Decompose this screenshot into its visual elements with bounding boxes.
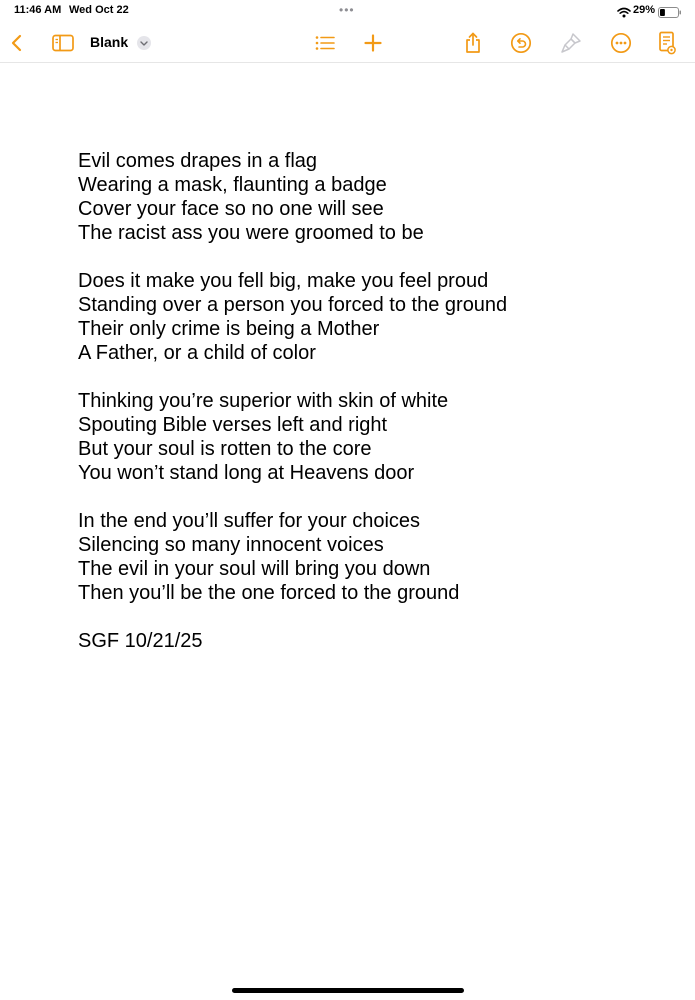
undo-icon — [510, 32, 532, 54]
multitasking-dots-icon[interactable]: ••• — [339, 3, 355, 17]
poem-line: The racist ass you were groomed to be — [78, 222, 424, 244]
chevron-down-icon[interactable] — [136, 35, 152, 51]
toolbar — [0, 24, 695, 63]
sidebar-button[interactable] — [48, 28, 78, 58]
poem-line: Cover your face so no one will see — [78, 198, 384, 220]
more-button[interactable] — [606, 28, 636, 58]
poem-line: A Father, or a child of color — [78, 342, 316, 364]
undo-button[interactable] — [506, 28, 536, 58]
poem-line: Standing over a person you forced to the ground — [78, 294, 508, 316]
share-button[interactable] — [458, 28, 488, 58]
poem-line: The evil in your soul will bring you down — [78, 558, 431, 580]
poem-line: Their only crime is being a Mother — [78, 318, 380, 340]
document-title[interactable]: Blank — [90, 34, 129, 50]
poem-line: Thinking you’re superior with skin of white — [78, 390, 449, 412]
battery-icon — [658, 5, 682, 16]
poem-line: Then you’ll be the one forced to the ground — [78, 582, 460, 604]
wifi-icon — [617, 5, 631, 16]
status-bar — [0, 0, 695, 22]
document-page[interactable] — [78, 149, 638, 653]
more-icon — [610, 32, 632, 54]
poem-line: Evil comes drapes in a flag — [78, 150, 318, 172]
format-button[interactable] — [556, 28, 586, 58]
sidebar-icon — [52, 34, 74, 52]
home-indicator[interactable] — [232, 988, 464, 993]
list-button[interactable] — [310, 28, 340, 58]
add-button[interactable] — [358, 28, 388, 58]
stanza — [78, 149, 638, 245]
back-button[interactable] — [2, 28, 32, 58]
status-time: 11:46 AM — [14, 4, 62, 16]
poem-line: Spouting Bible verses left and right — [78, 414, 388, 436]
poem-line: You won’t stand long at Heavens door — [78, 462, 415, 484]
poem-line: Does it make you fell big, make you feel proud — [78, 270, 489, 292]
poem-line: Wearing a mask, flaunting a badge — [78, 174, 387, 196]
list-icon — [315, 35, 335, 51]
document-options-button[interactable] — [652, 28, 682, 58]
plus-icon — [364, 34, 382, 52]
battery-percent: 29% — [633, 4, 656, 16]
signature: SGF 10/21/25 — [78, 630, 203, 652]
share-icon — [464, 32, 482, 54]
poem-line: Silencing so many innocent voices — [78, 534, 384, 556]
paintbrush-icon — [560, 32, 582, 54]
stanza — [78, 389, 638, 485]
document-options-icon — [657, 31, 677, 55]
poem-line: But your soul is rotten to the core — [78, 438, 372, 460]
status-date: Wed Oct 22 — [69, 4, 129, 16]
poem-line: In the end you’ll suffer for your choices — [78, 510, 421, 532]
stanza — [78, 269, 638, 365]
chevron-left-icon — [10, 34, 24, 52]
stanza — [78, 509, 638, 605]
